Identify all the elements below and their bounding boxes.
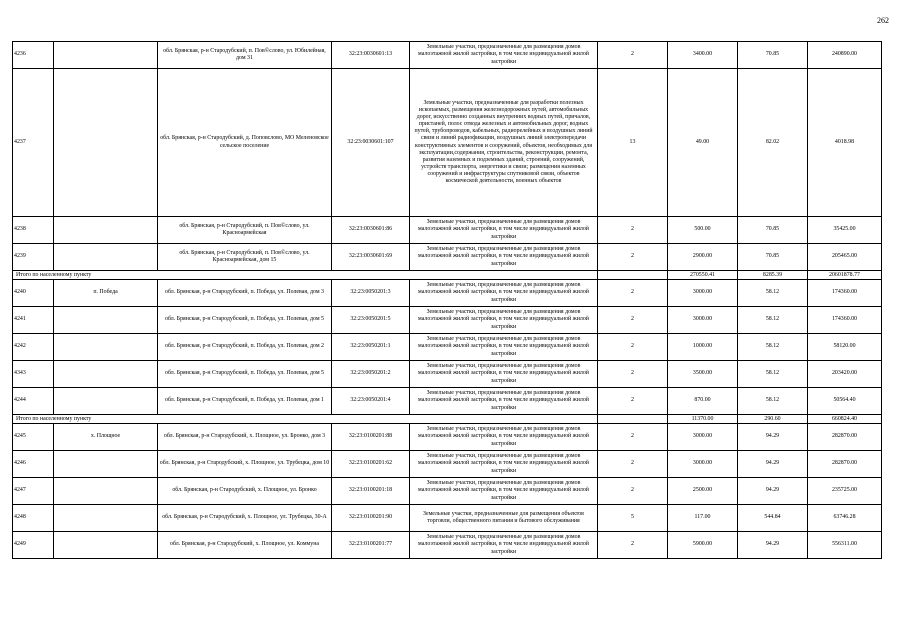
- specific-value-cell: 58.12: [738, 361, 808, 388]
- row-number: 4240: [13, 280, 54, 307]
- table-row: [13, 532, 882, 559]
- address-cell: обл. Брянская, р-н Стародубский, п. Пов©слово, ул. Красноармейская: [158, 217, 332, 244]
- land-use-cell: Земельные участки, предназначенные для размещения домов малоэтажной жилой застройки, в том числе индивидуальной жилой застройки: [410, 388, 598, 415]
- land-use-cell: Земельные участки, предназначенные для размещения домов малоэтажной жилой застройки, в том числе индивидуальной жилой застройки: [410, 451, 598, 478]
- cadastral-value-cell: 63746.28: [808, 505, 882, 532]
- cadastral-value-cell: 240890.00: [808, 42, 882, 69]
- total-specific-value: 290.60: [738, 415, 808, 424]
- specific-value-cell: 82.02: [738, 69, 808, 217]
- cadastral-number-cell: 32:23:0030601:86: [332, 217, 410, 244]
- specific-value-cell: 94.29: [738, 478, 808, 505]
- specific-value-cell: 58.12: [738, 307, 808, 334]
- specific-value-cell: 70.85: [738, 217, 808, 244]
- cadastral-number-cell: 32:23:0100201:18: [332, 478, 410, 505]
- address-cell: обл. Брянская, р-н Стародубский, х. Площное, ул. Бронко: [158, 478, 332, 505]
- table-row: [13, 280, 882, 307]
- address-cell: обл. Брянская, р-н Стародубский, п. Победа, ул. Полевая, дом 1: [158, 388, 332, 415]
- area-cell: 3000.00: [668, 307, 738, 334]
- cadastral-value-cell: 203420.00: [808, 361, 882, 388]
- cadastral-number-cell: 32:23:0100201:88: [332, 424, 410, 451]
- use-group-cell: 13: [598, 69, 668, 217]
- address-cell: обл. Брянская, р-н Стародубский, д. Поповслово, МО Меленовское сельское поселение: [158, 69, 332, 217]
- use-group-cell: 5: [598, 505, 668, 532]
- area-cell: 3000.00: [668, 424, 738, 451]
- specific-value-cell: 94.29: [738, 532, 808, 559]
- use-group-cell: 2: [598, 532, 668, 559]
- area-cell: 1000.00: [668, 334, 738, 361]
- total-cadastral-value: 660824.40: [808, 415, 882, 424]
- row-number: 4249: [13, 532, 54, 559]
- cadastral-number-cell: 32:23:0030601:107: [332, 69, 410, 217]
- cadastral-value-cell: 58120.00: [808, 334, 882, 361]
- cadastral-number-cell: 32:23:0100201:90: [332, 505, 410, 532]
- total-label: Итого по населенному пункту: [13, 271, 598, 280]
- cadastral-number-cell: 32:23:0050201:5: [332, 307, 410, 334]
- area-cell: 3500.00: [668, 361, 738, 388]
- specific-value-cell: 544.84: [738, 505, 808, 532]
- address-cell: обл. Брянская, р-н Стародубский, п. Победа, ул. Полевая, дом 2: [158, 334, 332, 361]
- address-cell: обл. Брянская, р-н Стародубский, п. Пов©слово, ул. Юбилейная, дом 31: [158, 42, 332, 69]
- land-use-cell: Земельные участки, предназначенные для размещения домов малоэтажной жилой застройки, в том числе индивидуальной жилой застройки: [410, 478, 598, 505]
- row-number: 4236: [13, 42, 54, 69]
- cadastral-number-cell: 32:23:0100201:62: [332, 451, 410, 478]
- row-number: 4237: [13, 69, 54, 217]
- cadastral-value-cell: 35425.00: [808, 217, 882, 244]
- land-use-cell: Земельные участки, предназначенные для размещения домов малоэтажной жилой застройки, в том числе индивидуальной жилой застройки: [410, 280, 598, 307]
- area-cell: 3400.00: [668, 42, 738, 69]
- cadastral-number-cell: 32:23:0050201:1: [332, 334, 410, 361]
- cadastral-value-cell: 174360.00: [808, 307, 882, 334]
- cadastral-number-cell: 32:23:0050201:4: [332, 388, 410, 415]
- land-use-cell: Земельные участки, предназначенные для размещения домов малоэтажной жилой застройки, в том числе индивидуальной жилой застройки: [410, 217, 598, 244]
- table-row: [13, 244, 882, 271]
- cadastral-value-cell: 282870.00: [808, 424, 882, 451]
- cadastral-number-cell: 32:23:0100201:77: [332, 532, 410, 559]
- use-group-cell: 2: [598, 307, 668, 334]
- address-cell: обл. Брянская, р-н Стародубский, п. Победа, ул. Полевая, дом 5: [158, 307, 332, 334]
- row-number: 4242: [13, 334, 54, 361]
- cadastral-value-cell: 556311.00: [808, 532, 882, 559]
- area-cell: 870.00: [668, 388, 738, 415]
- table-row: [13, 307, 882, 334]
- total-specific-value: 8285.39: [738, 271, 808, 280]
- row-number: 4244: [13, 388, 54, 415]
- land-use-cell: Земельные участки, предназначенные для размещения домов малоэтажной жилой застройки, в том числе индивидуальной жилой застройки: [410, 42, 598, 69]
- row-number: 4247: [13, 478, 54, 505]
- cadastral-value-cell: 50564.40: [808, 388, 882, 415]
- specific-value-cell: 70.85: [738, 244, 808, 271]
- row-number: 4245: [13, 424, 54, 451]
- locality-name: х. Площное: [54, 424, 158, 451]
- specific-value-cell: 58.12: [738, 280, 808, 307]
- use-group-cell: 2: [598, 280, 668, 307]
- area-cell: 2900.00: [668, 244, 738, 271]
- use-group-cell: 2: [598, 217, 668, 244]
- cadastral-value-cell: 4018.98: [808, 69, 882, 217]
- land-use-cell: Земельные участки, предназначенные для размещения домов малоэтажной жилой застройки, в том числе индивидуальной жилой застройки: [410, 424, 598, 451]
- total-area: 270550.41: [668, 271, 738, 280]
- row-number: 4343: [13, 361, 54, 388]
- address-cell: обл. Брянская, р-н Стародубский, х. Площное, ул. Бронко, дом 3: [158, 424, 332, 451]
- total-label: Итого по населенному пункту: [13, 415, 598, 424]
- use-group-cell: 2: [598, 334, 668, 361]
- page-number: 262: [877, 16, 889, 25]
- land-use-cell: Земельные участки, предназначенные для размещения объектов торговли, общественного питания и бытового обслуживания: [410, 505, 598, 532]
- row-number: 4238: [13, 217, 54, 244]
- cadastral-value-cell: 174360.00: [808, 280, 882, 307]
- row-number: 4241: [13, 307, 54, 334]
- cadastral-number-cell: 32:23:0030601:13: [332, 42, 410, 69]
- area-cell: 117.00: [668, 505, 738, 532]
- area-cell: 500.00: [668, 217, 738, 244]
- area-cell: 2500.00: [668, 478, 738, 505]
- locality-total-row: [13, 271, 882, 280]
- land-use-cell: Земельные участки, предназначенные для размещения домов малоэтажной жилой застройки, в том числе индивидуальной жилой застройки: [410, 244, 598, 271]
- table-row: [13, 451, 882, 478]
- table-row: [13, 69, 882, 217]
- use-group-cell: 2: [598, 244, 668, 271]
- specific-value-cell: 94.29: [738, 451, 808, 478]
- specific-value-cell: 70.85: [738, 42, 808, 69]
- cadastral-number-cell: 32:23:0050201:2: [332, 361, 410, 388]
- table-row: [13, 334, 882, 361]
- row-number: 4239: [13, 244, 54, 271]
- cadastral-number-cell: 32:23:0050201:3: [332, 280, 410, 307]
- use-group-cell: 2: [598, 388, 668, 415]
- cadastral-number-cell: 32:23:0030601:69: [332, 244, 410, 271]
- specific-value-cell: 58.12: [738, 388, 808, 415]
- address-cell: обл. Брянская, р-н Стародубский, х. Площное, ул. Трубецка, 30-А: [158, 505, 332, 532]
- table-row: [13, 505, 882, 532]
- address-cell: обл. Брянская, р-н Стародубский, п. Пов©слово, ул. Красноармейская, дом 15: [158, 244, 332, 271]
- cadastral-value-table: [12, 41, 882, 559]
- address-cell: обл. Брянская, р-н Стародубский, п. Победа, ул. Полевая, дом 3: [158, 280, 332, 307]
- locality-total-row: [13, 415, 882, 424]
- land-use-cell: Земельные участки, предназначенные для размещения домов малоэтажной жилой застройки, в том числе индивидуальной жилой застройки: [410, 361, 598, 388]
- row-number: 4246: [13, 451, 54, 478]
- land-use-cell: Земельные участки, предназначенные для размещения домов малоэтажной жилой застройки, в том числе индивидуальной жилой застройки: [410, 307, 598, 334]
- use-group-cell: 2: [598, 42, 668, 69]
- address-cell: обл. Брянская, р-н Стародубский, п. Победа, ул. Полевая, дом 5: [158, 361, 332, 388]
- locality-name: п. Победа: [54, 280, 158, 307]
- table-row: [13, 42, 882, 69]
- cadastral-value-cell: 235725.00: [808, 478, 882, 505]
- specific-value-cell: 94.29: [738, 424, 808, 451]
- cadastral-value-cell: 282870.00: [808, 451, 882, 478]
- total-cadastral-value: 20601878.77: [808, 271, 882, 280]
- area-cell: 49.00: [668, 69, 738, 217]
- table-row: [13, 478, 882, 505]
- land-use-cell: Земельные участки, предназначенные для размещения домов малоэтажной жилой застройки, в том числе индивидуальной жилой застройки: [410, 532, 598, 559]
- land-use-cell: Земельные участки, предназначенные для размещения домов малоэтажной жилой застройки, в том числе индивидуальной жилой застройки: [410, 334, 598, 361]
- total-area: 11370.00: [668, 415, 738, 424]
- use-group-cell: 2: [598, 451, 668, 478]
- address-cell: обл. Брянская, р-н Стародубский, х. Площное, ул. Коммуна: [158, 532, 332, 559]
- table-row: [13, 424, 882, 451]
- area-cell: 5900.00: [668, 532, 738, 559]
- row-number: 4248: [13, 505, 54, 532]
- area-cell: 3000.00: [668, 280, 738, 307]
- cadastral-value-cell: 205465.00: [808, 244, 882, 271]
- specific-value-cell: 58.12: [738, 334, 808, 361]
- table-row: [13, 217, 882, 244]
- address-cell: обл. Брянская, р-н Стародубский, х. Площное, ул. Трубецка, дом 10: [158, 451, 332, 478]
- land-use-cell: Земельные участки, предназначенные для разработки полезных ископаемых, размещения железнодорожных путей, автомобильных дорог, искусственно созданных внутренних водных путей, причалов, пристаней, полос отвода железных и автомобильных дорог, водных путей, трубопроводов, кабельных, радиорелейных и воздушных линий связи и линий радиофикации, воздушных линий электропередачи конструктивных элементов и сооружений, объектов, необходимых для эксплуатации,содержания, строительства, реконструкции, ремонта, развития наземных и подземных зданий, строений, сооружений, устройств транспорта, энергетики и связи; размещения наземных сооружений и инфраструктуры спутниковой связи, объектов космической деятельности, военных объектов: [410, 69, 598, 217]
- use-group-cell: 2: [598, 424, 668, 451]
- use-group-cell: 2: [598, 361, 668, 388]
- area-cell: 3000.00: [668, 451, 738, 478]
- table-row: [13, 388, 882, 415]
- table-row: [13, 361, 882, 388]
- use-group-cell: 2: [598, 478, 668, 505]
